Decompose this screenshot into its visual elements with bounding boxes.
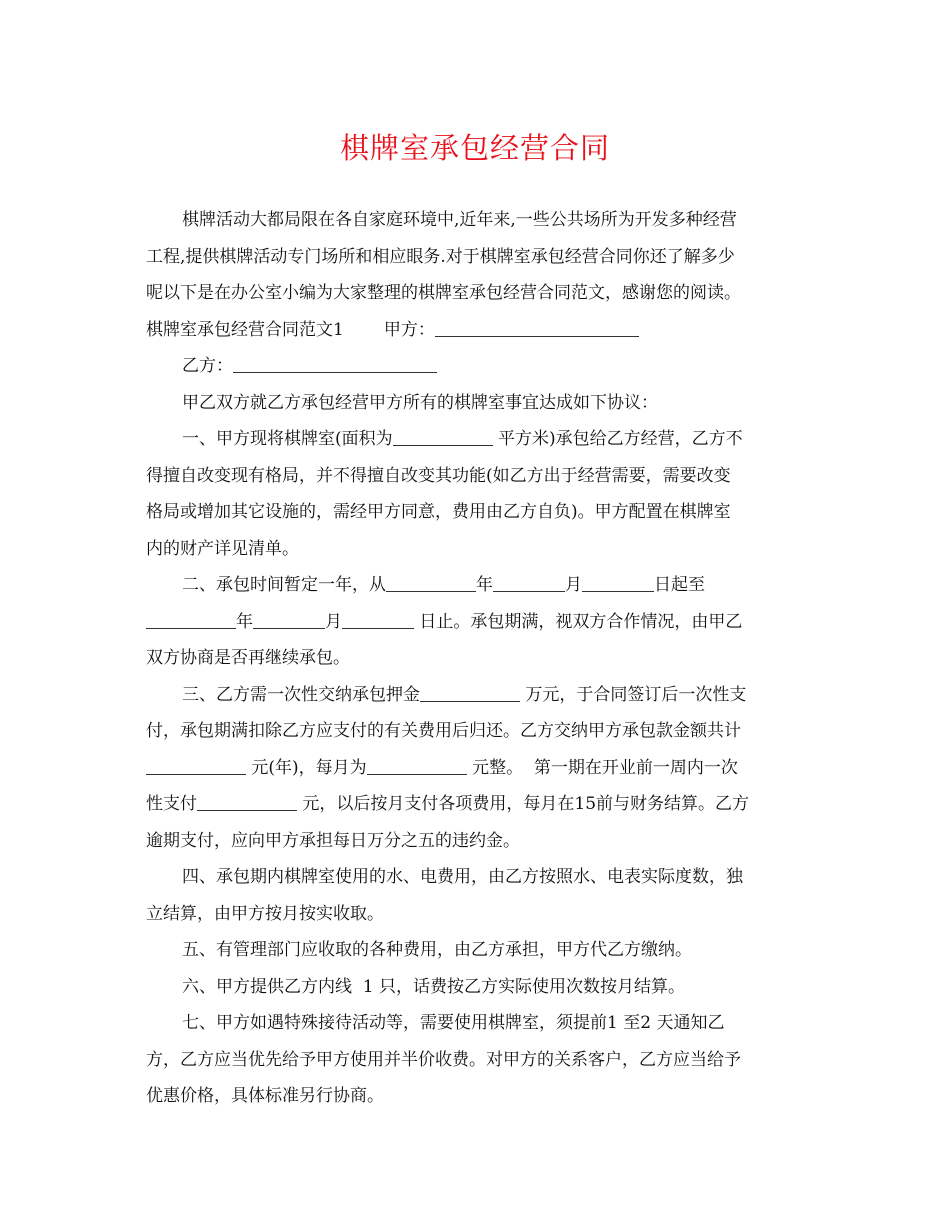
clause-3-line-5: 逾期支付，应向甲方承担每日万分之五的违约金。	[146, 830, 520, 851]
clause-3-text-b: 万元，于合同签订后一次性支	[520, 684, 747, 705]
party-b-blank	[233, 352, 437, 373]
clause-5: 五、有管理部门应收取的各种费用，由乙方承担，甲方代乙方缴纳。	[182, 940, 692, 960]
month-label: 月	[565, 575, 582, 595]
clause-2-line-2	[146, 604, 806, 641]
clause-3-line-3	[146, 750, 806, 787]
clause-3-text-c: 元(年)，每月为	[246, 757, 367, 778]
party-b-label: 乙方：	[182, 356, 233, 376]
end-year-label: 年	[236, 611, 253, 632]
end-day-blank	[342, 608, 414, 629]
intro-line-2: 工程,提供棋牌活动专门场所和相应眼务.对于棋牌室承包经营合同你还了解多少	[146, 246, 735, 267]
start-day-blank	[582, 571, 654, 592]
intro-line-3: 呢以下是在办公室小编为大家整理的棋牌室承包经营合同范文，感谢您的阅读。	[146, 283, 741, 303]
document-title: 棋牌室承包经营合同	[339, 131, 610, 165]
party-a-blank	[435, 316, 639, 337]
clause-2-line-1	[146, 567, 806, 604]
clause-3-text-f: 元，以后按月支付各项费用，每月在15前与财务结算。乙方	[297, 794, 750, 814]
clause-7-line-3: 优惠价格，具体标准另行协商。	[146, 1086, 384, 1106]
deposit-blank	[420, 681, 520, 702]
clause-4-line-1: 四、承包期内棋牌室使用的水、电费用，由乙方按照水、电表实际度数，独	[182, 867, 743, 887]
clause-1-line-1	[146, 421, 806, 458]
clause-3-line-2: 付，承包期满扣除乙方应支付的有关费用后归还。乙方交纳甲方承包款金额共计	[146, 721, 741, 741]
end-month-label: 月	[325, 611, 342, 632]
clause-6: 六、甲方提供乙方内线 1 只，话费按乙方实际使用次数按月结算。	[182, 976, 686, 997]
party-a-label: 甲方：	[383, 319, 435, 340]
clause-4-line-2: 立结算，由甲方按月按实收取。	[146, 903, 384, 924]
day-from-label: 日起至	[654, 575, 705, 595]
clause-2-text-a: 二、承包时间暂定一年，从	[182, 575, 386, 595]
day-to-label: 日止。承包期满，视双方合作情况，由甲乙	[414, 611, 743, 632]
clause-7-line-1: 七、甲方如遇特殊接待活动等，需要使用棋牌室，须提前1 至2 天通知乙	[182, 1013, 725, 1033]
clause-7-line-2: 方，乙方应当优先给予甲方使用并半价收费。对甲方的关系客户，乙方应当给予	[146, 1049, 741, 1070]
clause-1-line-2: 得擅自改变现有格局，并不得擅自改变其功能(如乙方出于经营需要，需要改变	[146, 465, 731, 486]
clause-3-text-d: 元整。 第一期在开业前一周内一次	[466, 757, 738, 778]
end-month-blank	[253, 608, 325, 629]
start-month-blank	[493, 571, 565, 592]
end-year-blank	[146, 608, 236, 629]
clause-2-line-3: 双方协商是否再继续承包。	[146, 648, 350, 668]
clause-1-text-a: 一、甲方现将棋牌室(面积为	[182, 429, 393, 449]
sample-heading: 棋牌室承包经营合同范文1	[146, 319, 344, 340]
clause-3-line-1	[146, 677, 806, 714]
first-payment-blank	[197, 790, 297, 811]
clause-3-line-4	[146, 786, 806, 823]
clause-1-line-4: 内的财产详见清单。	[146, 538, 299, 559]
clause-3-text-e: 性支付	[146, 794, 197, 814]
party-b-line	[146, 348, 806, 385]
year-label: 年	[476, 575, 493, 595]
annual-fee-blank	[146, 754, 246, 775]
intro-line-1: 棋牌活动大都局限在各自家庭环境中,近年来,一些公共场所为开发多种经营	[182, 210, 737, 230]
sample-heading-line	[146, 312, 806, 349]
agreement-intro: 甲乙双方就乙方承包经营甲方所有的棋牌室事宜达成如下协议：	[182, 392, 658, 413]
monthly-fee-blank	[367, 754, 467, 775]
clause-1-line-3: 格局或增加其它设施的，需经甲方同意，费用由乙方自负)。甲方配置在棋牌室	[146, 502, 731, 522]
start-year-blank	[386, 571, 476, 592]
clause-3-text-a: 三、乙方需一次性交纳承包押金	[182, 684, 420, 705]
area-blank	[393, 425, 493, 446]
intro-paragraph	[146, 202, 806, 1115]
clause-1-text-b: 平方米)承包给乙方经营，乙方不	[492, 429, 743, 449]
